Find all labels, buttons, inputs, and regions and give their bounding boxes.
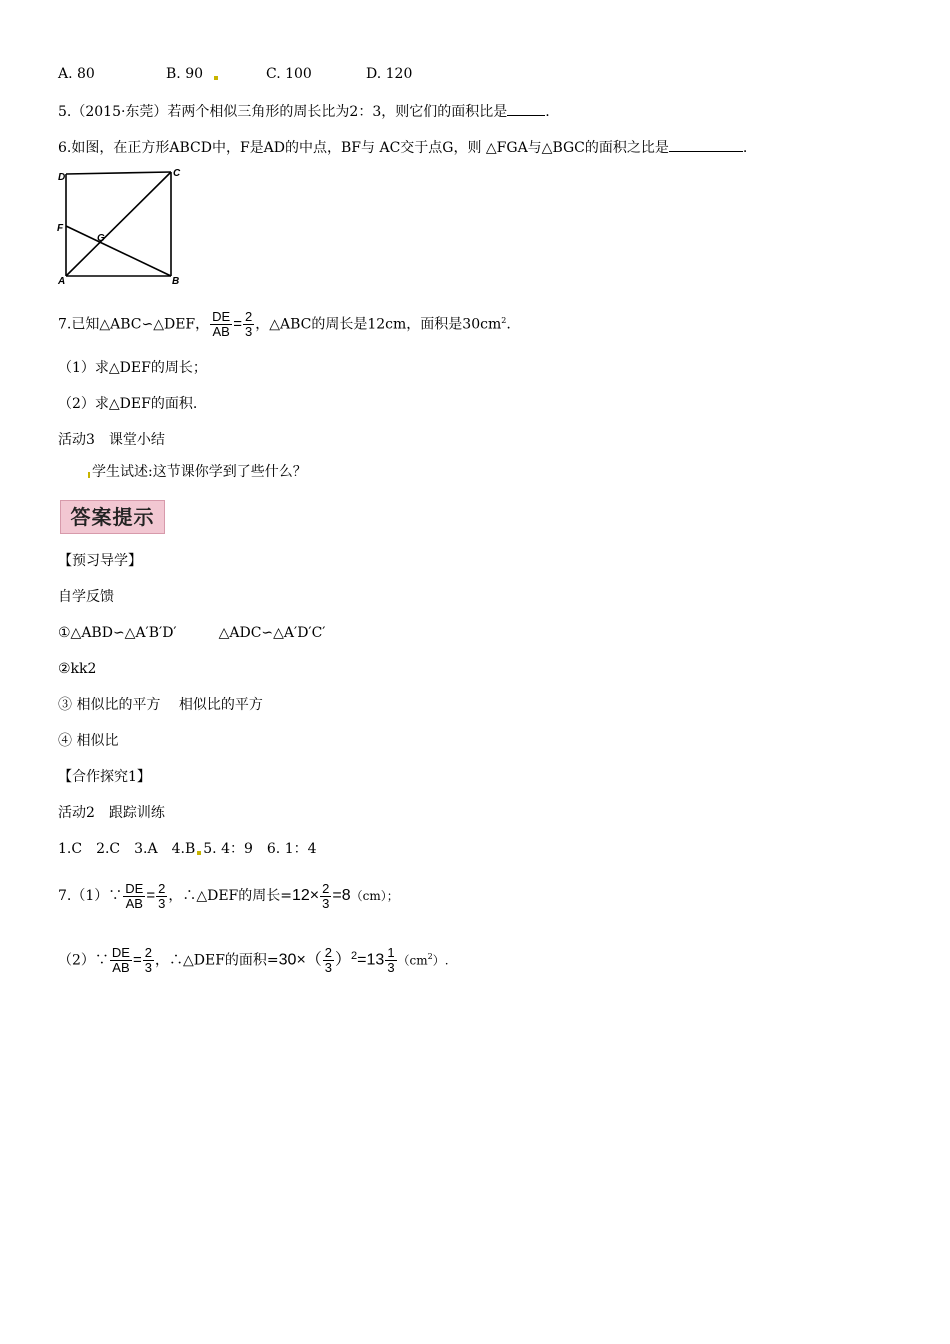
ans7-2-middle: ，∴△DEF的面积= [154,952,279,969]
q4-option-b: B. 90 [166,66,204,82]
answer-4: ④ 相似比 [58,733,119,749]
label-c: C [173,168,181,179]
ans7-2-fraction-de-ab [110,946,132,975]
q5-text-suffix: 的面积比是 [437,104,508,120]
label-b: B [172,276,180,287]
activity3-text [88,462,307,482]
answer-1: ①△ABD∽△A′B′D′ △ADC∽△A′D′C′ [58,625,326,641]
fraction-numerator: DE [212,309,231,325]
q6-text: 6.如图，在正方形ABCD中，F是AD的中点，BF与 AC交于点G，则 △FGA与△BGC的面积之比是 [58,140,669,156]
self-feedback-heading: 自学反馈 [58,589,114,605]
q7-end: . [506,316,511,333]
fraction-denominator: AB [125,895,143,911]
ans7-2-prefix: （2）∵ [58,952,109,969]
q7-prefix: 7.已知△ABC∽△DEF， [58,316,210,333]
ans7-1-prefix: 7.（1）∵ [58,888,123,904]
fraction-numerator: 2 [158,880,166,896]
q5-end: . [545,104,550,120]
activity3-title: 活动3 课堂小结 [58,432,165,448]
ans7-1-fraction-2-3 [156,882,167,911]
q6-answer-blank [669,137,743,152]
label-f: F [57,223,64,234]
ans7-2-fraction-calc [323,946,334,975]
answers-5-6: 5. 4：9 6. 1：4 [203,841,317,857]
fraction-denominator: 3 [322,895,330,911]
q4-option-a: A. 80 [58,66,95,82]
fraction-numerator: 2 [324,945,333,961]
equals-sign: = [233,315,242,333]
ans7-2-unit-end: ）. [432,953,449,968]
label-a: A [58,276,66,287]
square-figure [56,164,186,288]
answers-badge: 答案提示 [60,500,165,534]
fraction-denominator: AB [112,960,130,976]
fraction-denominator: 3 [324,960,333,976]
fraction-numerator: 2 [144,945,152,961]
q4-options [58,64,412,84]
label-g: G [97,233,105,244]
superscript: 2 [427,952,433,961]
activity3-text-content: 学生试述:这节课你学到了些什么？ [92,464,307,480]
ans7-1-fraction-calc [320,882,331,911]
q7-middle: ，△ABC的周长是12cm，面积是30cm [255,316,502,333]
q5-text: 5.（2015·东莞）若两个相似三角形的周长比为2：3，则它们 [58,104,438,120]
fraction-denominator: 3 [244,324,253,340]
ans7-2-calc: 30×（ [278,951,322,969]
fraction-numerator: DE [125,880,144,896]
preview-heading: 【预习导学】 [58,553,142,569]
fraction-numerator: 2 [244,309,253,325]
label-d: D [58,172,66,183]
ans7-1-middle: ，∴△DEF的周长= [168,888,292,904]
equals-sign: = [146,887,156,904]
fraction-denominator: 3 [158,895,166,911]
equals-sign: = [132,951,142,969]
ans7-1-fraction-de-ab [123,882,145,911]
ans7-1-calc: 12× [291,887,320,904]
q4-option-d: D. 120 [366,66,413,82]
q7-fraction-de-ab [210,310,232,339]
fraction-numerator: DE [111,945,130,961]
answer-7-part1 [58,876,399,916]
q7-sub1: （1）求△DEF的周长； [58,360,207,376]
q7-sub2: （2）求△DEF的面积. [58,396,198,412]
ans7-2-paren: ） [335,951,352,969]
fraction-denominator: 3 [387,960,395,976]
superscript: 2 [501,316,507,325]
question-5 [58,101,550,122]
q7-fraction-2-3 [243,310,254,339]
ans7-2-result: =13 [357,951,385,969]
ans7-2-fraction-mixed [385,946,396,975]
q5-answer-blank [507,101,545,116]
answer-3: ③ 相似比的平方 相似比的平方 [58,697,263,713]
question-7 [58,304,511,342]
coop-heading: 【合作探究1】 [58,769,151,785]
activity2-title: 活动2 跟踪训练 [58,805,165,821]
answer-7-part2 [58,936,449,981]
ans7-2-fraction-2-3 [143,946,154,975]
answer-2: ②kk2 [58,661,97,677]
ans7-1-result: =8 [332,887,351,904]
fraction-numerator: 2 [322,880,330,896]
answers-line [58,839,317,859]
fraction-numerator: 1 [387,945,395,961]
q4-option-c: C. 100 [266,66,312,82]
highlight-mark [214,76,218,80]
highlight-mark [197,851,201,855]
ans7-2-unit: （cm [397,953,428,968]
fraction-denominator: AB [212,324,230,340]
ans7-2-power: 2 [351,950,358,962]
ans7-1-unit: （cm）； [350,889,399,903]
q6-end: . [742,140,748,156]
answers-1-4: 1.C 2.C 3.A 4.B [58,841,196,857]
question-6 [58,137,747,158]
fraction-denominator: 3 [144,960,152,976]
highlight-mark [88,472,90,478]
